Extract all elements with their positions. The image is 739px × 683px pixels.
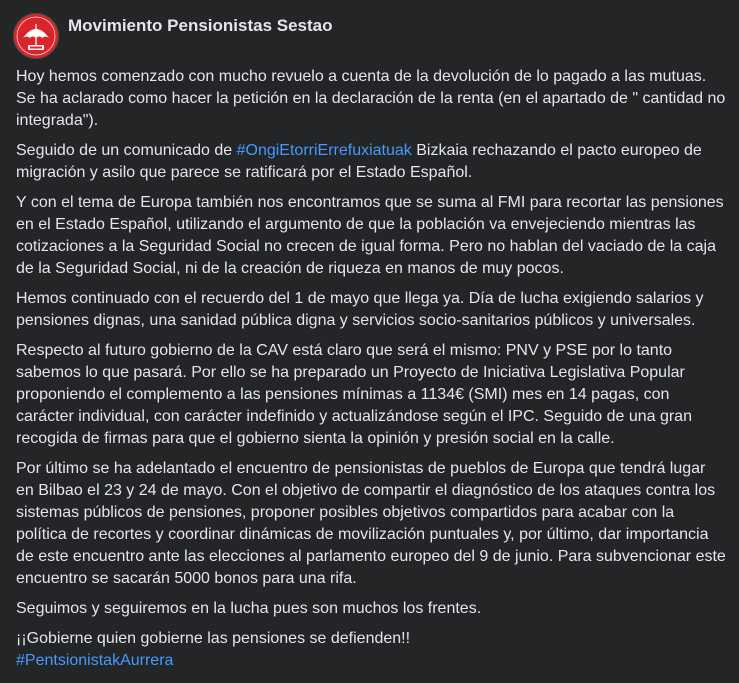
- paragraph-2: [16, 140, 726, 184]
- page-name-link[interactable]: Movimiento Pensionistas Sestao: [68, 16, 333, 35]
- paragraph-7: Seguimos y seguiremos en la lucha pues son muchos los frentes.: [16, 600, 482, 617]
- paragraph-3: Y con el tema de Europa también nos encontramos que se suma al FMI para recortar las pensiones en el Estado Español, utilizando el argumento de que la población va envejeciendo mientras las cotizaciones a la Seguridad Social no crecen de igual forma. Pero no hablan del vaciado de la caja de la Seguridad Social, ni de la creación de riqueza en manos de muy pocos.: [16, 194, 724, 277]
- hashtag-link-ongietorri[interactable]: #OngiEtorriErrefuxiatuak: [236, 142, 412, 159]
- closing: [16, 628, 726, 672]
- paragraph-2-before: Seguido de un comunicado de: [16, 142, 237, 159]
- paragraph-4: Hemos continuado con el recuerdo del 1 de mayo que llega ya. Día de lucha exigiendo salarios y pensiones dignas, una sanidad pública digna y servicios socio-sanitarios públicos y universales.: [16, 290, 704, 329]
- avatar[interactable]: [13, 13, 59, 59]
- paragraph-6: Por último se ha adelantado el encuentro de pensionistas de pueblos de Europa que tendrá lugar en Bilbao el 23 y 24 de mayo. Con el objetivo de compartir el diagnóstico de los ataques contra los sistemas públicos de pensiones, proponer posibles objetivos compartidos para acabar con la política de recortes y coordinar dinámicas de movilización puntuales y, por último, dar importancia de este encuentro ante las elecciones al parlamento europeo del 9 de junio. Para subvencionar este encuentro se sacarán 5000 bonos para una rifa.: [16, 460, 726, 587]
- paragraph-1: Hoy hemos comenzado con mucho revuelo a cuenta de la devolución de lo pagado a las mutuas. Se ha aclarado como hacer la petición en la declaración de la renta (en el apartado de " cantidad no integrada").: [16, 68, 726, 129]
- closing-slogan: ¡¡Gobierne quien gobierne las pensiones se defienden!!: [16, 630, 411, 647]
- hashtag-link-pentsionistak[interactable]: #PentsionistakAurrera: [16, 652, 174, 669]
- paragraph-5: Respecto al futuro gobierno de la CAV está claro que será el mismo: PNV y PSE por lo tanto sabemos lo que pasará. Por ello se ha preparado un Proyecto de Iniciativa Legislativa Popular proponiendo el complemento a las pensiones mínimas a 1134€ (SMI) mes en 14 pagas, con carácter individual, con carácter indefinido y actualizándose según el IPC. Seguido de una gran recogida de firmas para que el gobierno sienta la opinión y presión social en la calle.: [16, 342, 692, 447]
- paragraph-2-after: Bizkaia rechazando el pacto europeo de migración y asilo que parece se ratificará por el Estado Español.: [16, 142, 702, 181]
- post-text: [16, 66, 726, 672]
- post-header: [13, 13, 723, 59]
- umbrella-logo-icon: [14, 14, 58, 58]
